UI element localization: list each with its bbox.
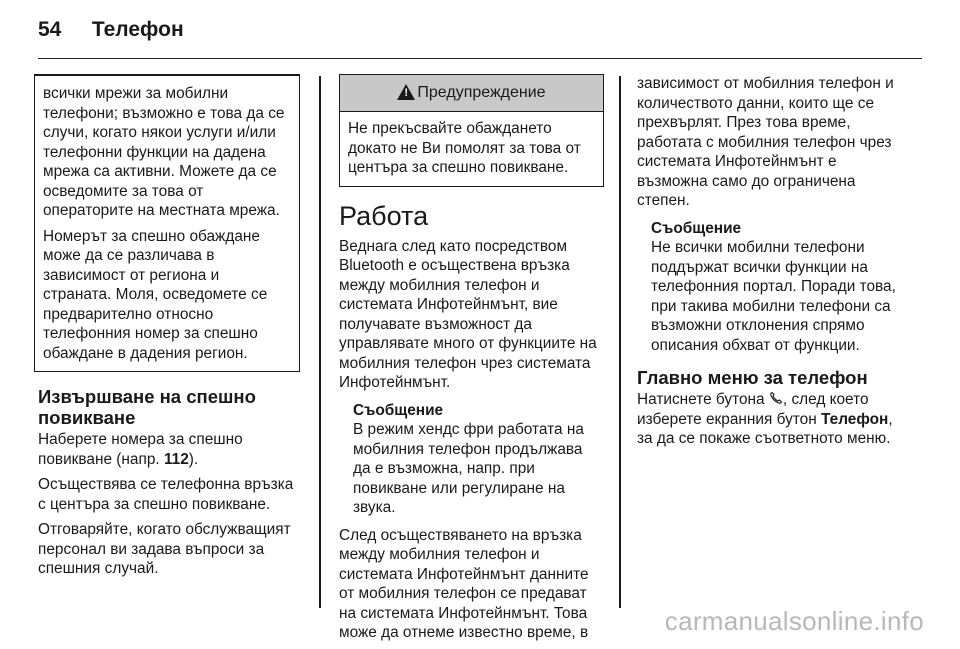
emergency-paragraph-3: Отговаряйте, когато обслужващият персонал ви задава въпроси за спешния случай. [38,521,291,577]
column-2 [339,74,604,649]
operation-paragraph-2: След осъществяването на връзка между мобилния телефон и системата Инфотейнмънт данните от мобилния телефон се предават на системата Инфотейнмънт. Това може да отнеме известно време, в [339,526,589,641]
phone-button-label: Телефон [821,410,889,428]
warning-triangle-icon [397,84,415,100]
note-text: В режим хендс фри работата на мобилния телефон продължава да е възможна, напр. при повикване или регулиране на звука. [353,421,584,516]
warning-box [339,74,604,187]
column-1 [38,74,304,585]
continuation-paragraph: зависимост от мобилния телефон и количеството данни, които ще се прехвърлят. През това време, работата с мобилния телефон чрез системата Инфотейнмънт е възможна само до ограничена степен. [637,75,894,209]
column-divider-1 [319,76,321,608]
page-number: 54 [38,18,62,41]
text-span: , след което изберете екранния бутон [637,391,869,428]
phone-icon [769,391,783,405]
info-box-paragraph-1: всички мрежи за мобилни телефони; възможно е това да се случи, когато някои услуги и/или телефонни функции на дадена мрежа са активни. Можете да се осведомите за това от операторите на местната мрежа. [43,85,285,219]
emergency-number: 112 [163,450,189,468]
emergency-paragraph-2: Осъществява се телефонна връзка с центъра за спешно повикване. [38,476,294,513]
info-box-paragraph-2: Номерът за спешно обаждане може да се различава в зависимост от региона и страната. Моля, осведомете се предварително относно телефонния номер за спешно обаждане в дадения регион. [43,227,268,362]
note-title: Съобщение [353,401,444,419]
phone-menu-heading: Главно меню за телефон [637,367,868,388]
section-title: Работа [339,200,429,231]
text-span: Натиснете бутона [637,391,769,408]
watermark: carmanualsonline.info [664,606,924,636]
note-box [353,401,604,518]
column-3 [637,74,905,455]
info-box [34,74,300,372]
warning-text: Не прекъсвайте обаждането докато не Ви помолят за това от центъра за спешно повикване. [348,120,581,176]
emergency-call-heading: Извършване на спешно повикване [38,386,256,428]
note-text: Не всички мобилни телефони поддържат всички функции на телефонния портал. Поради това, при такива мобилни телефони са възможни отклонения спрямо описания обхват от функции. [651,239,896,354]
emergency-paragraph-1 [38,430,304,469]
note-title: Съобщение [651,219,742,237]
phone-menu-paragraph [637,390,905,449]
operation-paragraph-1: Веднага след като посредством Bluetooth е осъществена връзка между мобилния телефон и системата Инфотейнмънт, вие получавате възможност да управлявате много от функциите на мобилния телефон чрез системата Инфотейнмънт. [339,237,597,391]
text-span: , за да се покаже съответното меню. [637,410,893,447]
page-header [38,18,184,42]
header-rule [38,58,922,59]
column-divider-2 [619,76,621,608]
text-span: ). [188,450,199,468]
warning-header [340,75,603,112]
warning-title: Предупреждение [417,84,546,102]
text-span: Наберете номера за спешно повикване (напр. [38,431,243,468]
note-box [651,219,905,356]
page-title: Телефон [91,18,184,41]
